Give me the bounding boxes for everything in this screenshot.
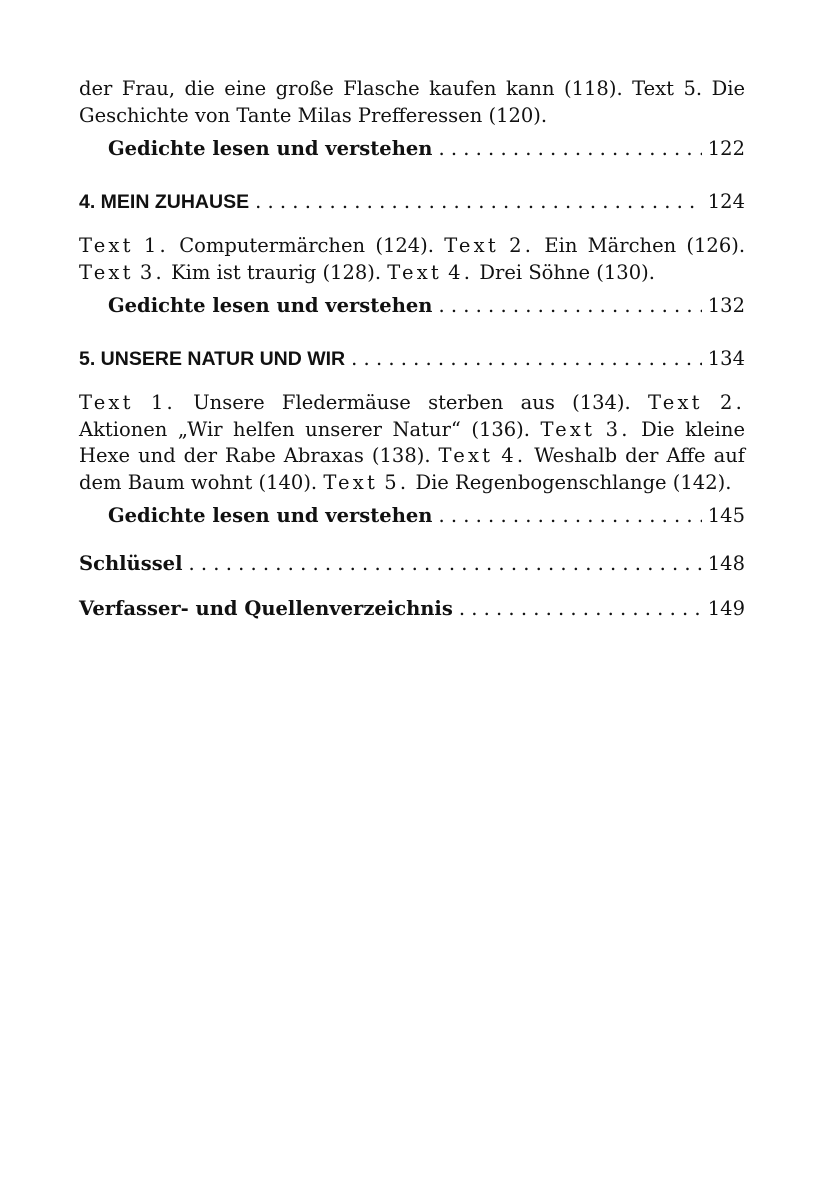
text-title: Die kleine Hexe und der Rabe Abraxas (138). <box>79 417 745 467</box>
toc-entry-gedichte-1[interactable] <box>79 136 745 163</box>
text-number: 2. <box>509 234 535 257</box>
toc-page <box>79 76 745 623</box>
text-number: 1. <box>150 391 176 414</box>
toc-entry-page: 148 <box>707 551 745 575</box>
toc-entry-page: 149 <box>707 597 745 620</box>
toc-entry-gedichte-3[interactable] <box>79 503 745 530</box>
toc-chapter-5[interactable] <box>79 346 745 373</box>
toc-entry-page: 132 <box>707 294 745 317</box>
dot-leader <box>255 189 702 216</box>
toc-entry-page: 145 <box>707 504 745 527</box>
text-number: 4. <box>501 444 527 467</box>
text-number: 1. <box>143 234 169 257</box>
text-word: Text <box>438 444 494 467</box>
chapter-page: 124 <box>707 189 745 213</box>
text-number: 3. <box>605 417 631 441</box>
toc-entry-label: Gedichte lesen und verstehen <box>108 504 433 527</box>
toc-entry-verzeichnis[interactable] <box>79 596 745 623</box>
text-title: Aktionen „Wir helfen unserer Natur“ (136). <box>79 417 530 441</box>
text-title: Drei Söhne (130). <box>479 260 655 284</box>
text-title: Computermärchen (124). <box>179 234 434 257</box>
toc-entry-label: Gedichte lesen und verstehen <box>108 294 433 317</box>
text-word: Text <box>540 417 596 441</box>
chapter-page: 134 <box>707 346 745 370</box>
toc-entry-schluessel[interactable] <box>79 551 745 578</box>
text-word: Text <box>79 391 134 414</box>
dot-leader <box>438 136 701 163</box>
text-word: Text <box>79 234 134 257</box>
text-number: 4. <box>448 260 474 284</box>
text-title: Die Regenbogenschlange (142). <box>415 470 732 494</box>
text-number: 5. <box>384 470 410 494</box>
text-title: Unsere Fledermäuse sterben aus (134). <box>193 391 631 414</box>
intro-paragraph: der Frau, die eine große Flasche kaufen kann (118). Text 5. Die Geschichte von Tante Milas Prefferessen (120). <box>79 77 745 127</box>
chapter-title: 5. UNSERE NATUR UND WIR <box>79 347 346 370</box>
dot-leader <box>438 293 701 320</box>
chapter-title: 4. MEIN ZUHAUSE <box>79 190 250 213</box>
toc-entry-label: Verfasser- und Quellenverzeichnis <box>79 597 453 620</box>
dot-leader <box>351 346 702 373</box>
chapter-4-texts <box>79 233 745 286</box>
chapter-5-texts <box>79 390 745 496</box>
text-number: 3. <box>139 260 165 284</box>
text-title: Kim ist traurig (128). <box>171 260 382 284</box>
text-word: Text <box>79 260 134 284</box>
text-word: Text <box>323 470 379 494</box>
toc-chapter-4[interactable] <box>79 189 745 216</box>
toc-entry-label: Schlüssel <box>79 551 183 575</box>
text-title: Weshalb der Affe auf dem Baum wohnt (140). <box>79 444 745 494</box>
text-number: 2. <box>719 391 745 414</box>
dot-leader <box>459 596 702 623</box>
toc-entry-label: Gedichte lesen und verstehen <box>108 137 433 160</box>
dot-leader <box>189 551 702 578</box>
text-word: Text <box>387 260 442 284</box>
toc-entry-page: 122 <box>707 137 745 160</box>
text-title: Ein Märchen (126). <box>544 234 746 257</box>
toc-entry-gedichte-2[interactable] <box>79 293 745 320</box>
text-word: Text <box>444 234 499 257</box>
dot-leader <box>438 503 701 530</box>
text-word: Text <box>648 391 703 414</box>
